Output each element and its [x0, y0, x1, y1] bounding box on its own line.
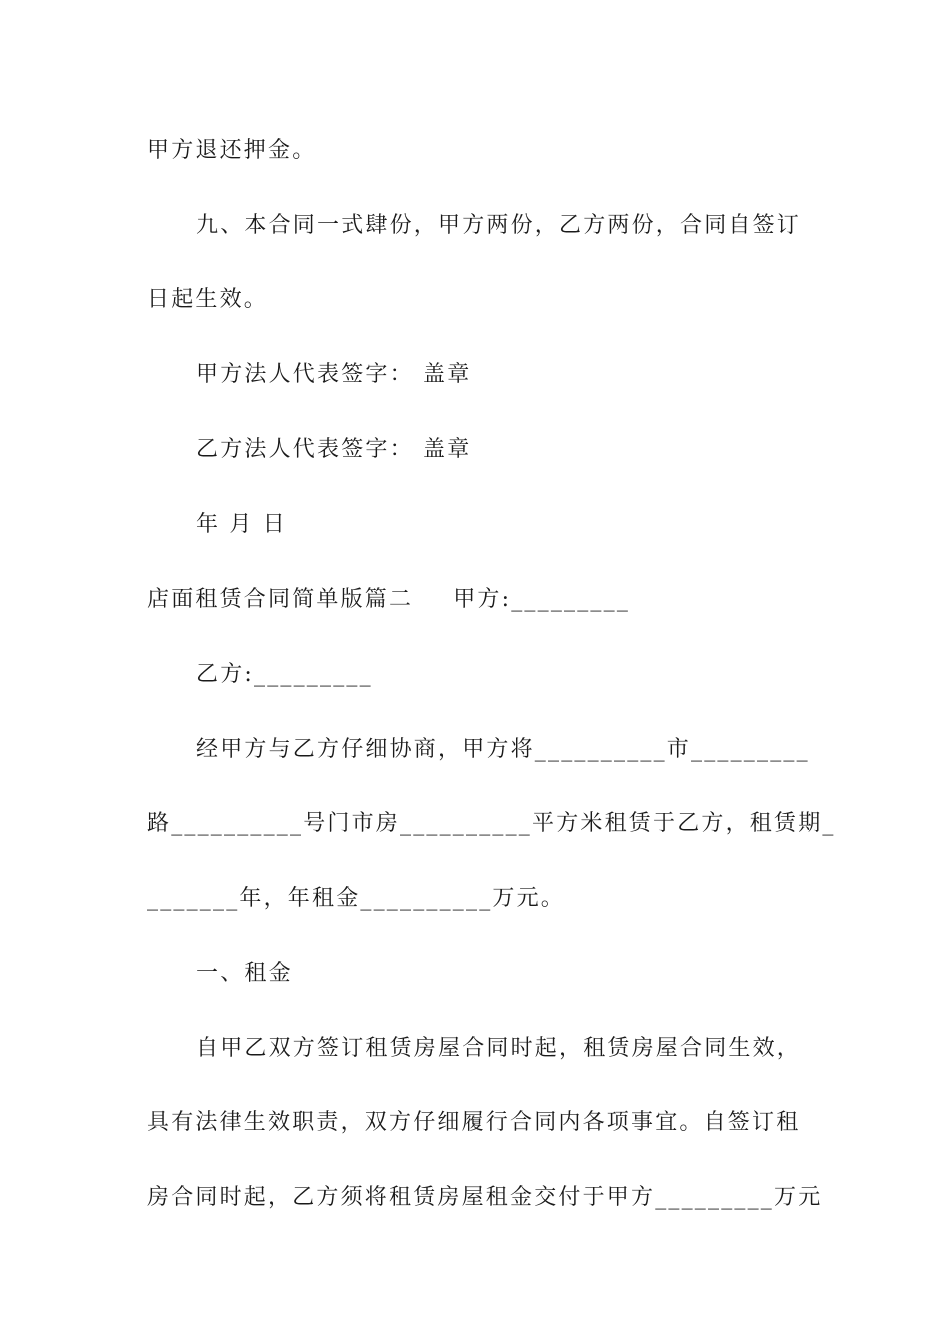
text-line: 房合同时起，乙方须将租赁房屋租金交付于甲方_________万元: [147, 1185, 823, 1210]
party-b-field: 乙方:_________: [196, 662, 373, 687]
text-line: 路__________号门市房__________平方米租赁于乙方，租赁期_: [147, 811, 836, 836]
text-line: 经甲方与乙方仔细协商，甲方将__________市_________: [196, 737, 810, 762]
contract-title: 店面租赁合同简单版篇二: [147, 587, 414, 612]
clause-nine: 九、本合同一式肆份，甲方两份，乙方两份，合同自签订: [196, 213, 802, 238]
party-b-signature: 乙方法人代表签字： 盖章: [196, 437, 472, 462]
party-a-field: 甲方:_________: [453, 587, 631, 612]
text-line: 甲方退还押金。: [147, 138, 317, 163]
section-title-line: [147, 585, 807, 615]
text-line: 自甲乙双方签订租赁房屋合同时起，租赁房屋合同生效，: [196, 1036, 802, 1061]
text-line: _______年，年租金__________万元。: [147, 886, 566, 911]
section-heading-rent: 一、租金: [196, 961, 293, 986]
date-line: 年 月 日: [196, 512, 287, 537]
party-a-signature: 甲方法人代表签字： 盖章: [196, 362, 472, 387]
text-line: 具有法律生效职责，双方仔细履行合同内各项事宜。自签订租: [147, 1110, 801, 1135]
text-line: 日起生效。: [147, 287, 269, 312]
